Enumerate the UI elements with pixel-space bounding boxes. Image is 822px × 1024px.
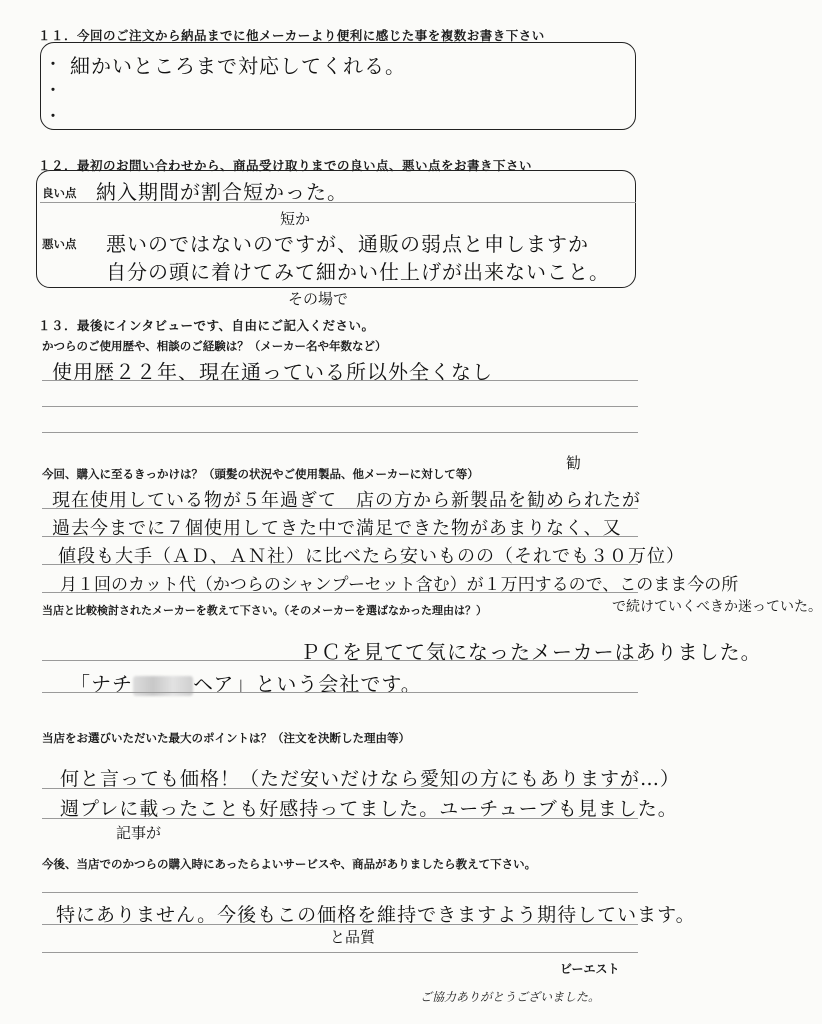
compare-line2-start: 「ナチ — [70, 672, 133, 696]
rule — [42, 432, 638, 433]
q11-handwritten-answer: 細かいところまで対応してくれる。 — [70, 54, 406, 78]
rule — [42, 660, 638, 661]
rule — [42, 924, 638, 925]
q12-good-insert: 短か — [280, 210, 311, 228]
rule — [42, 508, 638, 509]
q11-bullet-1: ・ — [46, 57, 60, 73]
reason-insert: 記事が — [116, 824, 162, 842]
rule — [42, 564, 638, 565]
q11-bullet-2: ・ — [46, 83, 60, 99]
q12-bad-insert: その場で — [288, 290, 349, 308]
q13-title: １３．最後にインタビューです、自由にご記入ください。 — [38, 318, 375, 333]
rule — [42, 536, 638, 537]
trigger-line3: 値段も大手（ＡＤ、ＡＮ社）に比べたら安いものの（それでも３０万位） — [58, 546, 685, 567]
thanks-message: ご協力ありがとうございました。 — [420, 990, 601, 1004]
reason-prompt: 当店をお選びいただいた最大のポイントは？（注文を決断した理由等） — [42, 731, 410, 745]
reason-line2: 週プレに載ったことも好感持ってました。ユーチューブも見ました。 — [60, 798, 678, 820]
q12-bad-label: 悪い点 — [42, 237, 77, 251]
q12-bad-answer-line1: 悪いのではないのですが、通販の弱点と申しますか — [106, 232, 589, 256]
trigger-line4: 月１回のカット代（かつらのシャンプーセット含む）が１万円するので、このまま今の所 — [60, 575, 739, 595]
rule — [42, 892, 638, 893]
compare-prompt: 当店と比較検討されたメーカーを教えて下さい。（そのメーカーを選ばなかった理由は？） — [42, 604, 488, 617]
q11-title: １１．今回のご注文から納品までに他メーカーより便利に感じた事を複数お書き下さい — [38, 28, 545, 43]
future-prompt: 今後、当店でのかつらの購入時にあったらよいサービスや、商品がありましたら教えて下さい。 — [42, 857, 537, 871]
future-insert: と品質 — [330, 928, 376, 946]
future-answer: 特にありません。今後もこの価格を維持できますよう期待しています。 — [56, 904, 696, 926]
trigger-line5: で続けていくべきか迷っていた。 — [612, 599, 822, 615]
reason-line1: 何と言っても価格！（ただ安いだけなら愛知の方にもありますが…） — [60, 768, 681, 790]
q12-bad-answer-line2: 自分の頭に着けてみて細かい仕上げが出来ないこと。 — [106, 260, 610, 284]
experience-prompt: かつらのご使用歴や、相談のご経験は？（メーカー名や年数など） — [42, 339, 387, 353]
compare-line2-end: ヘア」という会社です。 — [193, 672, 422, 696]
compare-line1: ＰＣを見てて気になったメーカーはありました。 — [300, 640, 762, 664]
trigger-insert: 勧 — [566, 454, 582, 472]
rule — [42, 380, 638, 381]
q12-good-label: 良い点 — [42, 186, 77, 200]
trigger-line2: 過去今までに７個使用してきた中で満足できた物があまりなく、又 — [52, 518, 622, 539]
q11-bullet-3: ・ — [46, 109, 60, 125]
rule — [42, 592, 638, 593]
rule — [42, 788, 638, 789]
company-name: ビーエスト — [560, 962, 620, 976]
experience-answer: 使用歴２２年、現在通っている所以外全くなし — [52, 360, 493, 384]
rule — [42, 952, 638, 953]
rule — [42, 692, 638, 693]
trigger-line1: 現在使用している物が５年過ぎて 店の方から新製品を勧められたが — [52, 490, 641, 511]
trigger-prompt: 今回、購入に至るきっかけは？（頭髪の状況やご使用製品、他メーカーに対して等） — [42, 467, 479, 481]
q12-good-answer: 納入期間が割合短かった。 — [96, 180, 348, 204]
q12-title: １２．最初のお問い合わせから、商品受け取りまでの良い点、悪い点をお書き下さい — [38, 158, 533, 173]
rule — [42, 818, 638, 819]
rule — [42, 406, 638, 407]
